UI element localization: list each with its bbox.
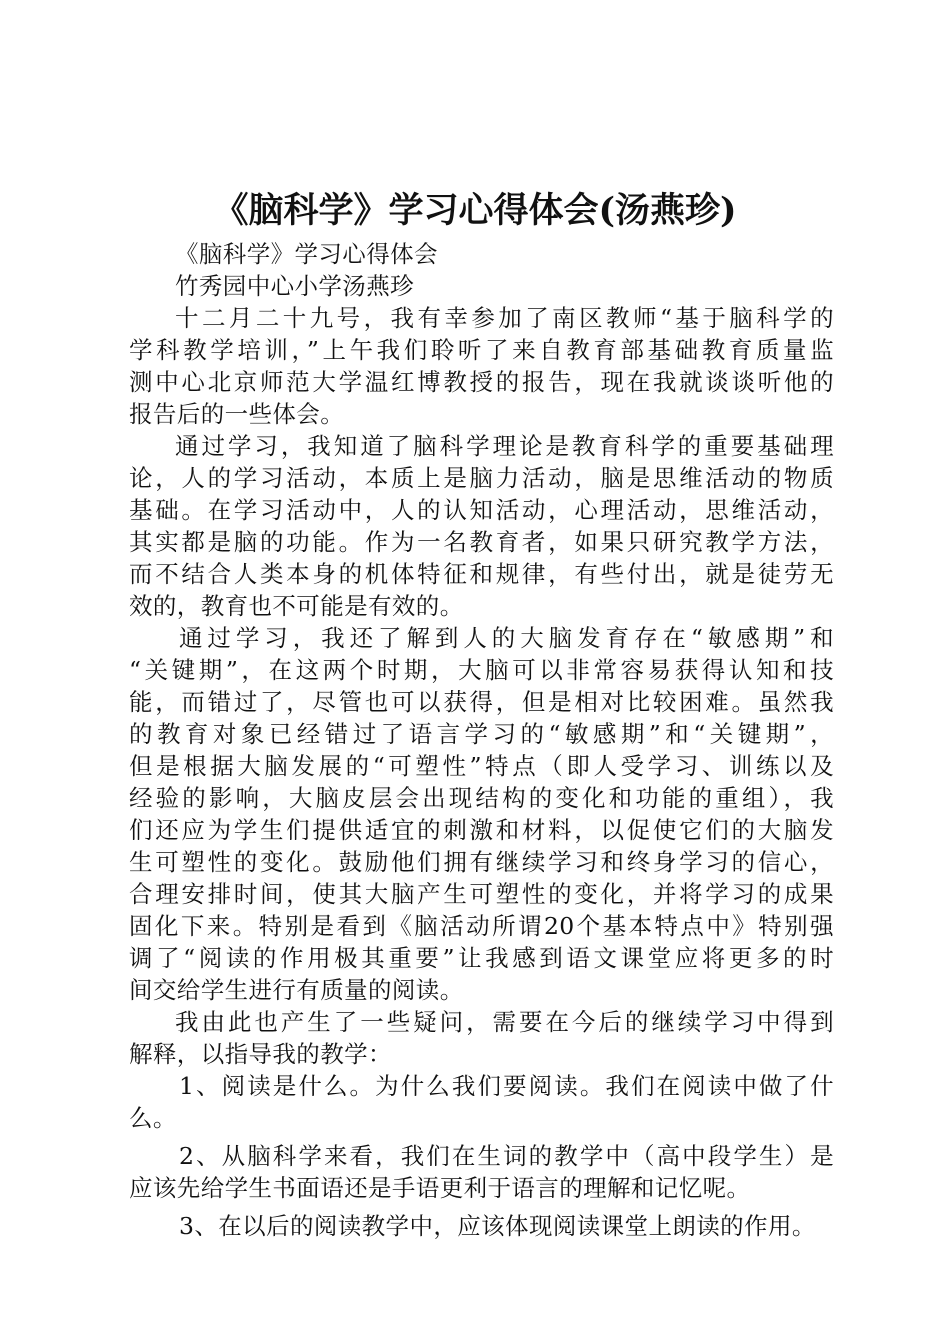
- paragraph-line: 其实都是脑的功能。作为一名教育者，如果只研究教学方法，: [129, 528, 834, 556]
- paragraph-line: 们还应为学生们提供适宜的刺激和材料，以促使它们的大脑发: [129, 816, 834, 844]
- paragraph-line: 固化下来。特别是看到《脑活动所谓20个基本特点中》特别强: [129, 912, 834, 940]
- paragraph-1: [129, 302, 834, 430]
- paragraph-line: 调了“阅读的作用极其重要”让我感到语文课堂应将更多的时: [129, 944, 834, 972]
- document-body: [129, 238, 834, 1242]
- document-title: 《脑科学》学习心得体会(汤燕珍): [213, 190, 737, 231]
- paragraph-line: 测中心北京师范大学温红博教授的报告，现在我就谈谈听他的: [129, 368, 834, 396]
- paragraph-line: 的教育对象已经错过了语言学习的“敏感期”和“关键期”，: [129, 720, 834, 748]
- paragraph-2: [129, 430, 834, 622]
- paragraph-line: 论，人的学习活动，本质上是脑力活动，脑是思维活动的物质: [129, 464, 834, 492]
- paragraph-line: 间交给学生进行有质量的阅读。: [129, 976, 464, 1004]
- paragraph-line: 应该先给学生书面语还是手语更利于语言的理解和记忆呢。: [129, 1174, 751, 1202]
- paragraph-line: 学科教学培训，”上午我们聆听了来自教育部基础教育质量监: [129, 336, 834, 364]
- paragraph-line: 3、在以后的阅读教学中，应该体现阅读课堂上朗读的作用。: [179, 1212, 816, 1240]
- paragraph-line: 2、从脑科学来看，我们在生词的教学中（高中段学生）是: [179, 1142, 834, 1170]
- paragraph-line: 合理安排时间，使其大脑产生可塑性的变化，并将学习的成果: [129, 880, 834, 908]
- paragraph-line: 而不结合人类本身的机体特征和规律，有些付出，就是徒劳无: [129, 560, 834, 588]
- paragraph-line: “关键期”，在这两个时期，大脑可以非常容易获得认知和技: [129, 656, 834, 684]
- paragraph-line: 解释，以指导我的教学：: [129, 1040, 392, 1068]
- paragraph-4: [129, 1006, 834, 1070]
- paragraph-line: 我由此也产生了一些疑问，需要在今后的继续学习中得到: [175, 1008, 834, 1036]
- paragraph-3: [129, 622, 834, 1006]
- author-line: 竹秀园中心小学汤燕珍: [175, 272, 414, 300]
- paragraph-line: 通过学习，我知道了脑科学理论是教育科学的重要基础理: [175, 432, 834, 460]
- paragraph-line: 十二月二十九号，我有幸参加了南区教师“基于脑科学的: [175, 304, 834, 332]
- question-1: [129, 1070, 834, 1134]
- paragraph-line: 生可塑性的变化。鼓励他们拥有继续学习和终身学习的信心，: [129, 848, 834, 876]
- question-3: [129, 1210, 834, 1242]
- paragraph-line: 报告后的一些体会。: [129, 400, 345, 428]
- paragraph-line: 经验的影响，大脑皮层会出现结构的变化和功能的重组），我: [129, 784, 834, 812]
- document-subtitle: 《脑科学》学习心得体会: [175, 240, 438, 268]
- question-2: [129, 1140, 834, 1204]
- paragraph-line: 基础。在学习活动中，人的认知活动，心理活动，思维活动，: [129, 496, 834, 524]
- paragraph-line: 么。: [129, 1104, 177, 1132]
- paragraph-line: 1、阅读是什么。为什么我们要阅读。我们在阅读中做了什: [179, 1072, 834, 1100]
- paragraph-line: 但是根据大脑发展的“可塑性”特点（即人受学习、训练以及: [129, 752, 834, 780]
- paragraph-line: 效的，教育也不可能是有效的。: [129, 592, 464, 620]
- paragraph-line: 能，而错过了，尽管也可以获得，但是相对比较困难。虽然我: [129, 688, 834, 716]
- paragraph-line: 通过学习，我还了解到人的大脑发育存在“敏感期”和: [179, 624, 834, 652]
